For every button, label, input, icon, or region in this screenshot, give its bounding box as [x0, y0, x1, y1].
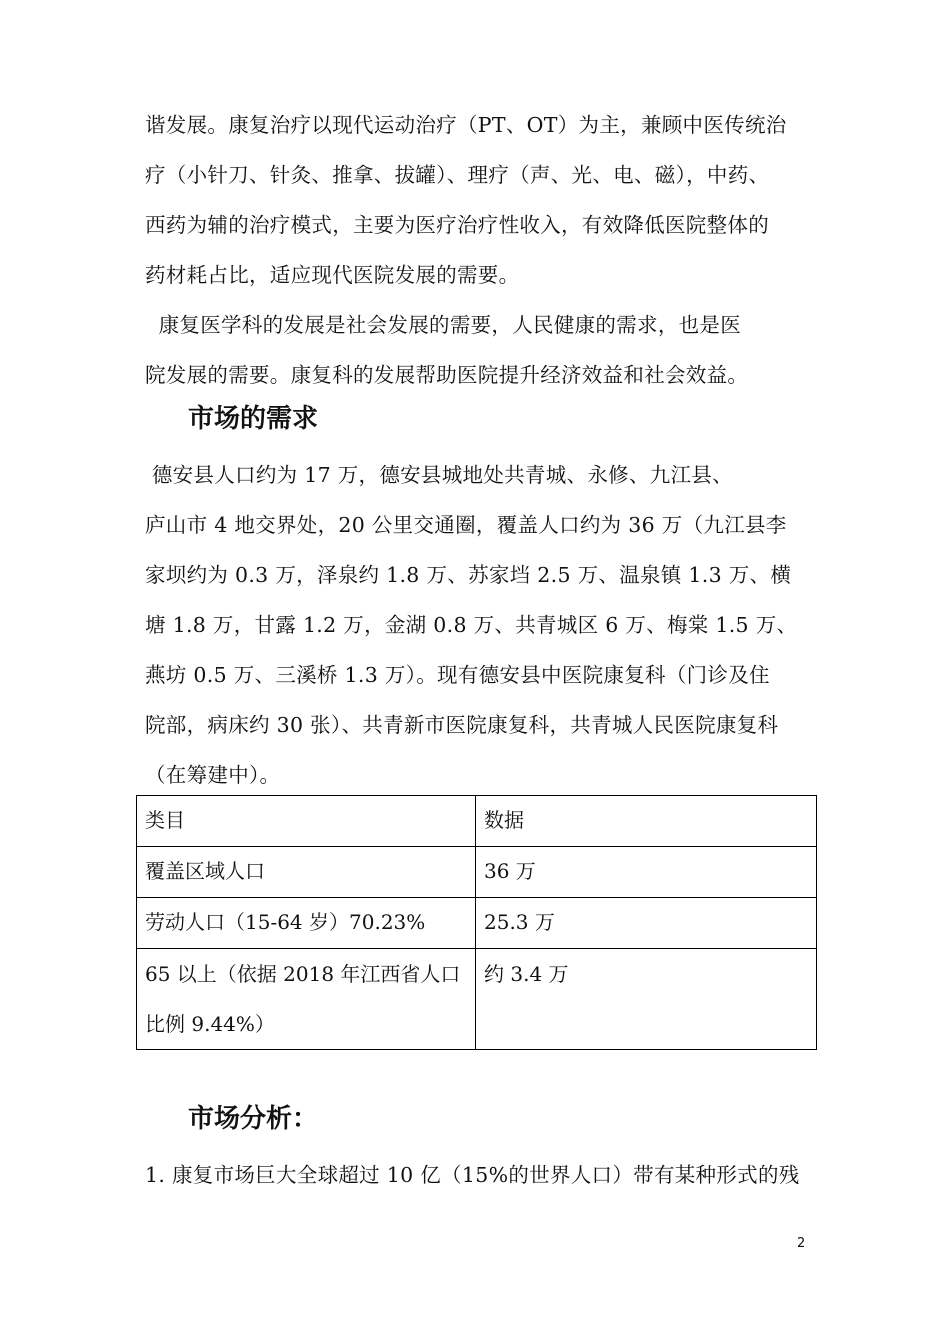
row-value: 约 3.4 万 [484, 962, 569, 986]
table-header-row [137, 796, 817, 847]
table-header-cell [137, 796, 476, 847]
row-value: 36 万 [484, 859, 536, 883]
section-heading: 市场分析： [188, 1104, 319, 1134]
paragraph-line: 西药为辅的治疗模式，主要为医疗治疗性收入，有效降低医院整体的 [145, 213, 769, 237]
table-cell [137, 847, 476, 898]
paragraph-line: 谐发展。康复治疗以现代运动治疗（PT、OT）为主，兼顾中医传统治 [145, 113, 787, 137]
paragraph-line: （在筹建中）。 [145, 763, 281, 787]
table-cell [137, 898, 476, 949]
table-row [137, 898, 817, 949]
paragraph-line: 塘 1.8 万，甘露 1.2 万，金湖 0.8 万、共青城区 6 万、梅棠 1.5 万、 [145, 613, 798, 637]
paragraph-line: 康复医学科的发展是社会发展的需要，人民健康的需求，也是医 [145, 313, 742, 337]
header-data: 数据 [484, 808, 524, 832]
row-label: 65 以上（依据 2018 年江西省人口 [145, 962, 461, 986]
row-label: 劳动人口（15-64 岁）70.23% [145, 910, 426, 934]
page-number: 2 [797, 1236, 806, 1251]
population-table [136, 795, 817, 1050]
table-cell [137, 949, 476, 1050]
table-header-cell [476, 796, 817, 847]
paragraph-line: 德安县人口约为 17 万，德安县城地处共青城、永修、九江县、 [145, 463, 733, 487]
paragraph-line: 疗（小针刀、针灸、推拿、拔罐）、理疗（声、光、电、磁），中药、 [145, 163, 770, 187]
paragraph-line: 燕坊 0.5 万、三溪桥 1.3 万）。现有德安县中医院康复科（门诊及住 [145, 663, 770, 687]
row-value: 25.3 万 [484, 910, 555, 934]
table-cell [476, 847, 817, 898]
section-heading: 市场的需求 [188, 404, 319, 434]
paragraph-line: 药材耗占比，适应现代医院发展的需要。 [145, 263, 520, 287]
table-cell [476, 949, 817, 1050]
paragraph-line: 院部，病床约 30 张）、共青新市医院康复科，共青城人民医院康复科 [145, 713, 779, 737]
paragraph-line: 1. 康复市场巨大全球超过 10 亿（15%的世界人口）带有某种形式的残 [145, 1163, 800, 1187]
row-label: 覆盖区域人口 [145, 859, 265, 883]
table-row [137, 847, 817, 898]
header-category: 类目 [145, 808, 185, 832]
paragraph-line: 庐山市 4 地交界处，20 公里交通圈，覆盖人口约为 36 万（九江县李 [145, 513, 787, 537]
row-label: 比例 9.44%） [145, 1012, 275, 1036]
paragraph-line: 院发展的需要。康复科的发展帮助医院提升经济效益和社会效益。 [145, 363, 749, 387]
table-cell [476, 898, 817, 949]
table-row [137, 949, 817, 1050]
paragraph-line: 家坝约为 0.3 万，泽泉约 1.8 万、苏家垱 2.5 万、温泉镇 1.3 万、横 [145, 563, 792, 587]
